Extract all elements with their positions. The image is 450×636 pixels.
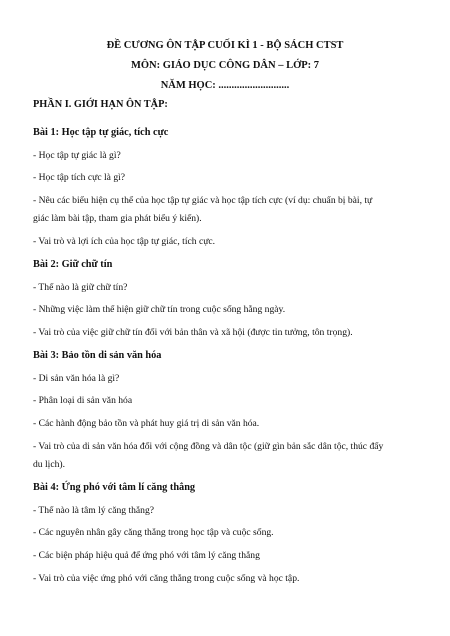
lesson-item: - Các nguyên nhân gây căng thẳng trong học tập và cuộc sống. (33, 527, 274, 538)
doc-year: NĂM HỌC: ........................... (160, 80, 290, 91)
lesson-item: - Những việc làm thể hiện giữ chữ tín trong cuộc sống hằng ngày. (33, 304, 286, 315)
lesson-item: - Học tập tích cực là gì? (33, 172, 126, 183)
lesson-item: giác làm bài tập, tham gia phát biểu ý kiến). (33, 213, 202, 224)
lesson-item: - Thế nào là giữ chữ tín? (33, 282, 128, 293)
lesson-item: - Các hành động bảo tồn và phát huy giá trị di sản văn hóa. (33, 418, 260, 429)
lesson-title: Bài 4: Ứng phó với tâm lí căng thẳng (33, 482, 196, 493)
part-heading: PHẦN I. GIỚI HẠN ÔN TẬP: (33, 99, 168, 110)
lesson-item: - Vai trò của việc ứng phó với căng thẳng trong cuộc sống và học tập. (33, 573, 300, 584)
lesson-item: - Di sản văn hóa là gì? (33, 373, 120, 384)
lesson-title: Bài 1: Học tập tự giác, tích cực (33, 127, 169, 138)
lesson-item: du lịch). (33, 459, 65, 470)
lesson-item: - Thế nào là tâm lý căng thẳng? (33, 505, 155, 516)
lesson-item: - Nêu các biểu hiện cụ thể của học tập tự giác và học tập tích cực (ví dụ: chuẩn bị bài, tự (33, 195, 373, 206)
lesson-item: - Vai trò của di sản văn hóa đối với cộng đồng và dân tộc (giữ gìn bản sắc dân tộc, thúc đẩy (33, 441, 384, 452)
lesson-item: - Học tập tự giác là gì? (33, 150, 121, 161)
lesson-title: Bài 3: Bảo tồn di sản văn hóa (33, 350, 162, 361)
lesson-item: - Vai trò của việc giữ chữ tín đối với bản thân và xã hội (được tin tưởng, tôn trọng). (33, 327, 353, 338)
doc-subject: MÔN: GIÁO DỤC CÔNG DÂN – LỚP: 7 (130, 60, 320, 71)
doc-title: ĐỀ CƯƠNG ÔN TẬP CUỐI KÌ 1 - BỘ SÁCH CTST (106, 40, 344, 51)
lesson-title: Bài 2: Giữ chữ tín (33, 259, 113, 270)
lesson-item: - Vai trò và lợi ích của học tập tự giác, tích cực. (33, 236, 216, 247)
lesson-item: - Phân loại di sản văn hóa (33, 395, 133, 406)
lesson-item: - Các biện pháp hiệu quả để ứng phó với tâm lý căng thẳng (33, 550, 260, 561)
